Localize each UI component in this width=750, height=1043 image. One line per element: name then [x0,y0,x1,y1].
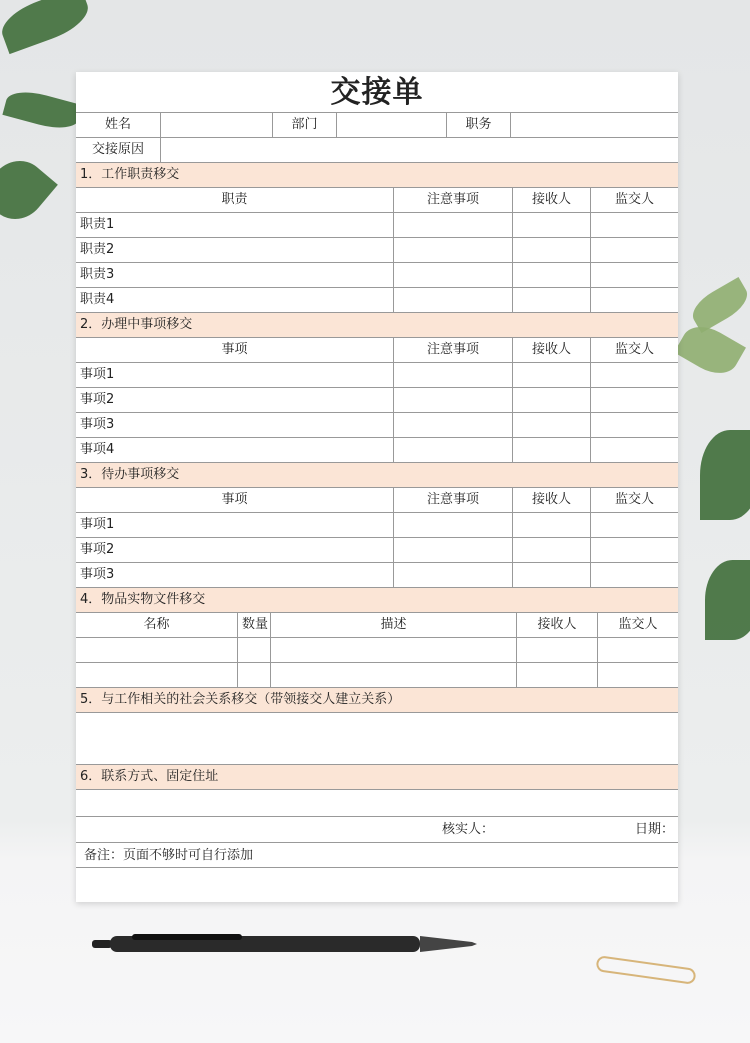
column-header: 接收人 [516,613,597,637]
column-header: 监交人 [590,488,678,512]
row-label: 事项3 [80,417,115,432]
column-header: 接收人 [512,338,590,362]
table-cell[interactable] [590,288,678,312]
position-field[interactable] [510,113,678,137]
table-cell[interactable] [393,263,512,287]
column-header: 接收人 [512,488,590,512]
table-row [76,562,678,587]
column-header: 接收人 [512,188,590,212]
paperclip [595,955,696,985]
column-header: 监交人 [590,338,678,362]
table-row [76,437,678,462]
table-row [76,637,678,662]
note: 备注：页面不够时可自行添加 [76,842,678,868]
table-cell[interactable] [393,563,512,587]
table-cell[interactable] [516,663,597,687]
section-3-heading: 3．待办事项移交 [76,462,678,487]
table-cell[interactable] [393,238,512,262]
handover-form [76,72,678,902]
table-cell[interactable] [512,513,590,537]
column-header: 注意事项 [393,488,512,512]
section-5-field[interactable] [76,712,678,764]
table-cell[interactable] [393,388,512,412]
table-cell[interactable] [393,438,512,462]
column-header: 注意事项 [393,338,512,362]
table-cell[interactable] [512,288,590,312]
row-label: 事项3 [80,567,115,582]
date-label: 日期： [634,822,674,837]
column-header: 监交人 [590,188,678,212]
table-cell[interactable] [512,263,590,287]
table-cell[interactable] [237,638,270,662]
table-cell[interactable] [512,388,590,412]
table-cell[interactable] [590,363,678,387]
table-cell[interactable] [393,513,512,537]
table-row [76,362,678,387]
table-cell[interactable] [590,388,678,412]
column-header: 名称 [143,617,170,632]
table-cell[interactable] [270,663,516,687]
table-cell[interactable] [76,638,237,662]
row-label: 事项2 [80,542,115,557]
table-cell[interactable] [512,363,590,387]
table-row [76,537,678,562]
column-header: 数量 [237,613,270,637]
verifier-label: 核实人： [442,822,495,837]
table-cell[interactable] [393,213,512,237]
table-header [76,612,678,637]
table-cell[interactable] [590,438,678,462]
table-cell[interactable] [512,213,590,237]
table-row [76,662,678,687]
section-4-heading: 4．物品实物文件移交 [76,587,678,612]
table-cell[interactable] [590,563,678,587]
table-header [76,187,678,212]
reason-label: 交接原因 [91,142,144,157]
table-cell[interactable] [590,538,678,562]
section-6-heading: 6．联系方式、固定住址 [76,764,678,789]
position-label: 职务 [446,113,510,137]
table-cell[interactable] [76,663,237,687]
column-header: 职责 [221,192,248,207]
row-label: 职责2 [80,242,115,257]
table-header [76,337,678,362]
row-label: 事项4 [80,442,115,457]
table-cell[interactable] [237,663,270,687]
row-label: 事项1 [80,517,115,532]
row-label: 职责1 [80,217,115,232]
row-label: 事项2 [80,392,115,407]
table-cell[interactable] [393,413,512,437]
pen [92,932,477,956]
column-header: 事项 [221,492,248,507]
table-cell[interactable] [590,238,678,262]
table-cell[interactable] [512,413,590,437]
table-row [76,287,678,312]
table-cell[interactable] [512,538,590,562]
table-cell[interactable] [512,438,590,462]
table-cell[interactable] [393,288,512,312]
table-cell[interactable] [590,413,678,437]
section-2-heading: 2．办理中事项移交 [76,312,678,337]
name-field[interactable] [160,113,272,137]
table-row [76,262,678,287]
column-header: 监交人 [597,613,678,637]
column-header: 事项 [221,342,248,357]
table-cell[interactable] [516,638,597,662]
table-row [76,412,678,437]
table-header [76,487,678,512]
name-label: 姓名 [104,117,131,132]
table-row [76,512,678,537]
row-label: 职责3 [80,267,115,282]
table-row [76,387,678,412]
section-5-heading: 5．与工作相关的社会关系移交（带领接交人建立关系） [76,687,678,712]
table-cell[interactable] [597,663,678,687]
column-header: 描述 [270,613,516,637]
table-row [76,237,678,262]
table-cell[interactable] [270,638,516,662]
dept-field[interactable] [336,113,446,137]
dept-label: 部门 [272,113,336,137]
section-6-field[interactable] [76,789,678,816]
reason-field[interactable] [160,138,678,162]
table-cell[interactable] [597,638,678,662]
table-cell[interactable] [590,513,678,537]
table-cell[interactable] [512,563,590,587]
table-row [76,212,678,237]
table-cell[interactable] [512,238,590,262]
table-cell[interactable] [393,538,512,562]
row-label: 事项1 [80,367,115,382]
table-cell[interactable] [393,363,512,387]
signature-row [76,816,678,842]
column-header: 注意事项 [393,188,512,212]
row-label: 职责4 [80,292,115,307]
section-1-heading: 1．工作职责移交 [76,162,678,187]
form-title: 交接单 [330,75,424,110]
table-cell[interactable] [590,213,678,237]
table-cell[interactable] [590,263,678,287]
